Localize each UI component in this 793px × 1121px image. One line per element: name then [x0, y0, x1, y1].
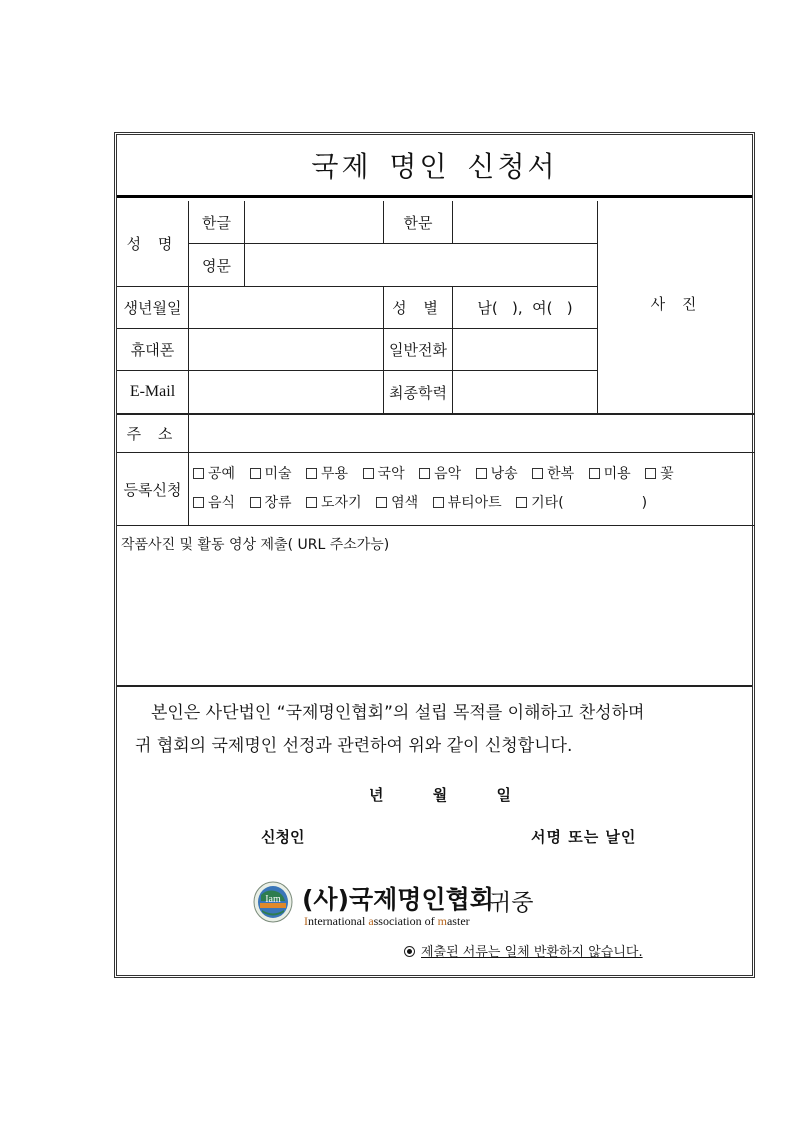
checkbox-icon [363, 468, 374, 479]
bullet-icon [404, 946, 415, 957]
registration-label: 등록신청 [117, 453, 189, 526]
organization-english-name: International association of master [304, 914, 470, 928]
signature-label: 서명 또는 날인 [531, 828, 637, 846]
checkbox-fine-art[interactable]: 미술 [250, 460, 292, 489]
checkbox-icon [306, 497, 317, 508]
checkbox-icon [419, 468, 430, 479]
gender-label: 성 별 [384, 287, 453, 329]
hanja-label: 한문 [384, 201, 453, 244]
checkbox-icon [532, 468, 543, 479]
name-label: 성 명 [117, 201, 189, 287]
korean-label: 한글 [189, 201, 245, 244]
mobile-field[interactable] [189, 329, 384, 371]
registration-row-1 [193, 460, 755, 489]
declaration-line-2: 귀 협회의 국제명인 선정과 관련하여 위와 같이 신청합니다. [135, 736, 573, 756]
address-label: 주 소 [117, 414, 189, 453]
korean-name-field[interactable] [245, 201, 384, 244]
address-field[interactable] [189, 414, 755, 453]
organization-suffix: 귀중 [489, 890, 534, 916]
email-field[interactable] [189, 371, 384, 414]
checkbox-icon [193, 497, 204, 508]
checkbox-food[interactable]: 음식 [193, 489, 235, 518]
email-label: E-Mail [117, 371, 189, 414]
iam-logo-icon [253, 881, 297, 923]
checkbox-hanbok[interactable]: 한복 [532, 460, 574, 489]
declaration-line-1: 본인은 사단법인 “국제명인협회”의 설립 목적를 이해하고 찬성하며 [151, 703, 645, 723]
registration-options [189, 453, 755, 526]
gender-options[interactable]: 남( ), 여( ) [453, 287, 598, 329]
checkbox-dance[interactable]: 무용 [306, 460, 348, 489]
education-label: 최종학력 [384, 371, 453, 414]
svg-text:Iam: Iam [265, 894, 281, 905]
year-label: 년 [369, 786, 384, 804]
month-label: 월 [432, 786, 448, 804]
checkbox-icon [476, 468, 487, 479]
checkbox-beauty[interactable]: 미용 [589, 460, 631, 489]
hanja-name-field[interactable] [453, 201, 598, 244]
photo-box[interactable] [598, 201, 755, 414]
checkbox-beauty-art[interactable]: 뷰티아트 [433, 489, 502, 518]
checkbox-flower[interactable]: 꽃 [645, 460, 674, 489]
checkbox-icon [250, 497, 261, 508]
checkbox-icon [516, 497, 527, 508]
registration-row-2 [193, 489, 755, 518]
checkbox-ceramics[interactable]: 도자기 [306, 489, 362, 518]
birth-date-field[interactable] [189, 287, 384, 329]
declaration-section [117, 688, 752, 978]
checkbox-icon [376, 497, 387, 508]
checkbox-icon [306, 468, 317, 479]
checkbox-fermented-sauce[interactable]: 장류 [250, 489, 292, 518]
education-field[interactable] [453, 371, 598, 414]
checkbox-icon [645, 468, 656, 479]
works-submission-area[interactable] [117, 526, 752, 687]
form-title: 국제 명인 신청서 [117, 135, 752, 198]
phone-label: 일반전화 [384, 329, 453, 371]
checkbox-icon [250, 468, 261, 479]
mobile-label: 휴대폰 [117, 329, 189, 371]
works-label: 작품사진 및 활동 영상 제출( URL 주소가능) [121, 537, 390, 553]
day-label: 일 [496, 786, 511, 804]
birth-label: 생년월일 [117, 287, 189, 329]
checkbox-icon [193, 468, 204, 479]
organization-name: (사)국제명인협회 [302, 885, 494, 914]
phone-field[interactable] [453, 329, 598, 371]
checkbox-etc[interactable]: 기타( ) [516, 489, 647, 518]
return-policy-note: 제출된 서류는 일체 반환하지 않습니다. [404, 941, 643, 960]
date-line [369, 784, 511, 805]
checkbox-dyeing[interactable]: 염색 [376, 489, 418, 518]
checkbox-icon [433, 497, 444, 508]
checkbox-music[interactable]: 음악 [419, 460, 461, 489]
photo-label: 사 진 [650, 294, 703, 313]
checkbox-korean-music[interactable]: 국악 [363, 460, 405, 489]
english-label: 영문 [189, 244, 245, 287]
checkbox-recitation[interactable]: 낭송 [476, 460, 518, 489]
english-name-field[interactable] [245, 244, 598, 287]
checkbox-crafts[interactable]: 공예 [193, 460, 235, 489]
checkbox-icon [589, 468, 600, 479]
applicant-label: 신청인 [261, 828, 305, 846]
application-form [114, 132, 755, 978]
